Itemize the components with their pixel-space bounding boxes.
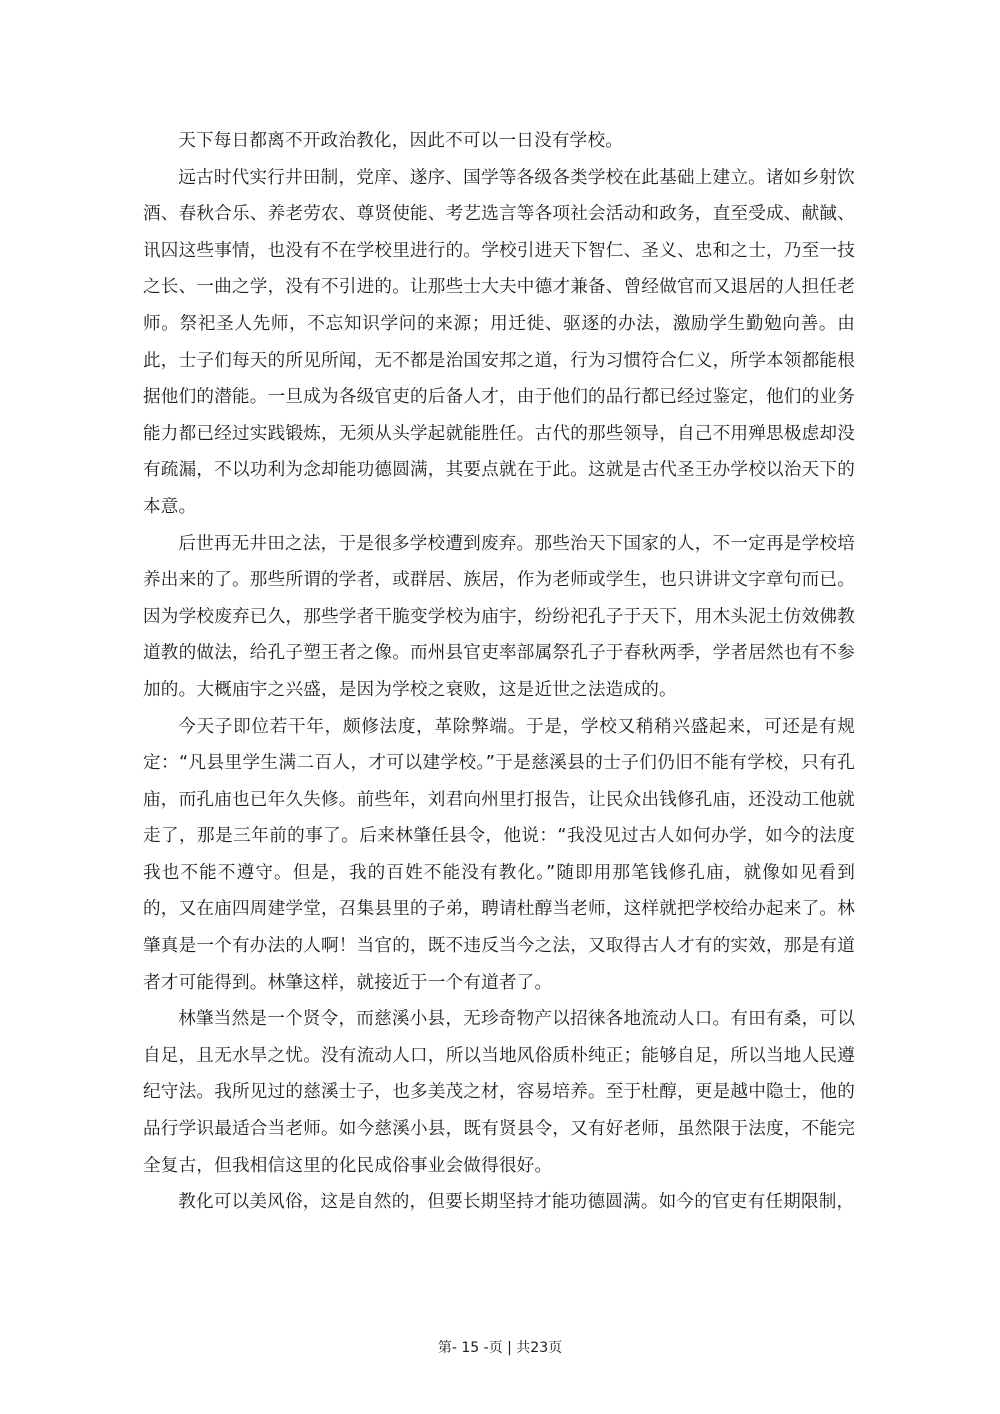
paragraph-6: 教化可以美风俗，这是自然的，但要长期坚持才能功德圆满。如今的官吏有任期限制， bbox=[178, 1192, 855, 1213]
paragraph-4: 今天子即位若干年，颇修法度，革除弊端。于是，学校又稍稍兴盛起来，可还是有规定：“凡县里学生满二百人，才可以建学校。”于是慈溪县的士子们仍旧不能有学校，只有孔庙，而孔庙也已年久失修。前些年，刘君向州里打报告，让民众出钱修孔庙，还没动工他就走了，那是三年前的事了。后来林肇任县令，他说：“我没见过古人如何办学，如今的法度我也不能不遵守。但是，我的百姓不能没有教化。”随即用那笔钱修孔庙，就像如见看到的，又在庙四周建学堂，召集县里的子弟，聘请杜醇当老师，这样就把学校给办起来了。林肇真是一个有办法的人啊！当官的，既不违反当今之法，又取得古人才有的实效，那是有道者才可能得到。林肇这样，就接近于一个有道者了。 bbox=[143, 716, 855, 993]
page-footer: 第- 15 -页 | 共23页 bbox=[437, 1340, 563, 1356]
paragraph-1: 天下每日都离不开政治教化，因此不可以一日没有学校。 bbox=[178, 131, 624, 151]
document-body bbox=[143, 123, 855, 1221]
paragraph-5: 林肇当然是一个贤令，而慈溪小县，无珍奇物产以招徕各地流动人口。有田有桑，可以自足，且无水旱之忧。没有流动人口，所以当地风俗质朴纯正；能够自足，所以当地人民遵纪守法。我所见过的慈溪士子，也多美茂之材，容易培养。至于杜醇，更是越中隐士，他的品行学识最适合当老师。如今慈溪小县，既有贤县令，又有好老师，虽然限于法度，不能完全复古，但我相信这里的化民成俗事业会做得很好。 bbox=[143, 1009, 855, 1176]
paragraph-3: 后世再无井田之法，于是很多学校遭到废弃。那些治天下国家的人，不一定再是学校培养出来的了。那些所谓的学者，或群居、族居，作为老师或学生，也只讲讲文字章句而已。因为学校废弃已久，那些学者干脆变学校为庙宇，纷纷祀孔子于天下，用木头泥土仿效佛教道教的做法，给孔子塑王者之像。而州县官吏率部属祭孔子于春秋两季，学者居然也有不参加的。大概庙宇之兴盛，是因为学校之衰败，这是近世之法造成的。 bbox=[143, 533, 855, 700]
paragraph-2: 远古时代实行井田制，党庠、遂序、国学等各级各类学校在此基础上建立。诸如乡射饮酒、春秋合乐、养老劳农、尊贤使能、考艺选言等各项社会活动和政务，直至受成、献馘、讯囚这些事情，也没有不在学校里进行的。学校引进天下智仁、圣义、忠和之士，乃至一技之长、一曲之学，没有不引进的。让那些士大夫中德才兼备、曾经做官而又退居的人担任老师。祭祀圣人先师，不忘知识学问的来源；用迁徙、驱逐的办法，激励学生勤勉向善。由此，士子们每天的所见所闻，无不都是治国安邦之道，行为习惯符合仁义，所学本领都能根据他们的潜能。一旦成为各级官吏的后备人才，由于他们的品行都已经过鉴定，他们的业务能力都已经过实践锻炼，无须从头学起就能胜任。古代的那些领导，自己不用殚思极虑却没有疏漏，不以功利为念却能功德圆满，其要点就在于此。这就是古代圣王办学校以治天下的本意。 bbox=[143, 167, 855, 517]
